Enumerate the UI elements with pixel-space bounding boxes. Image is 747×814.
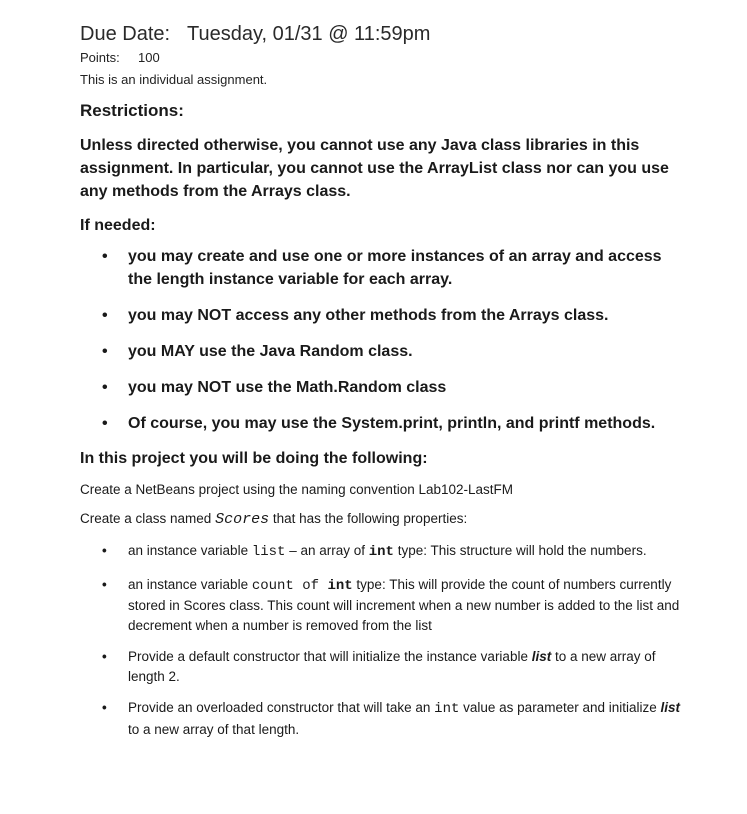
class-name-code: Scores [215,511,270,528]
list-item: • you MAY use the Java Random class. [80,340,680,363]
project-para-naming: Create a NetBeans project using the naming convention Lab102-LastFM [80,482,514,497]
list-item: • Provide an overloaded constructor that will take an int value as parameter and initialize list to a new array of that length. [102,700,681,737]
due-date-label: Due Date: [80,23,171,45]
emphasis-list: list [660,700,681,715]
restrictions-paragraph: Unless directed otherwise, you cannot use any Java class libraries in this assignment. In particular, you cannot use the ArrayList class nor can you use any methods from the Arrays class. [80,137,669,200]
code-count: count [251,577,294,594]
due-date-value: Tuesday, 01/31 @ 11:59pm [187,23,431,45]
restrictions-list [80,245,680,435]
project-heading: In this project you will be doing the following: [80,450,428,467]
properties-list [80,541,680,739]
list-item: • Provide a default constructor that will initialize the instance variable list to a new array of length 2. [102,649,656,684]
points-value: 100 [138,50,160,65]
bullet-icon: • [102,379,108,396]
bullet-icon: • [102,248,108,265]
list-item: • an instance variable count of int type: This will provide the count of numbers currently stored in Scores class. This count will increment when a new number is added to the list and decrement when a number is removed from the list [102,576,680,633]
due-date-line [80,20,680,48]
list-item: • you may NOT access any other methods from the Arrays class. [80,304,680,327]
list-item: • Of course, you may use the System.print, println, and printf methods. [80,412,680,435]
points-label: Points: [80,50,120,65]
code-int: int [327,577,353,594]
code-int: int [368,544,394,560]
points-line [80,50,680,66]
bullet-icon: • [102,543,107,558]
bullet-icon: • [102,307,108,324]
code-list: list [251,544,286,560]
bullet-icon: • [102,576,107,592]
emphasis-list: list [531,649,552,664]
bullet-icon: • [102,415,108,432]
list-item: • you may NOT use the Math.Random class [80,376,680,399]
if-needed-label: If needed: [80,217,156,234]
bullet-icon: • [102,343,108,360]
list-item: • you may create and use one or more instances of an array and access the length instance variable for each array. [80,245,680,291]
restrictions-heading: Restrictions: [80,101,184,120]
assignment-document [80,20,680,751]
list-item: • an instance variable list – an array of int type: This structure will hold the numbers. [102,543,647,560]
project-para-class: Create a class named Scores that has the following properties: [80,511,468,528]
bullet-icon: • [102,649,107,664]
code-int: int [434,701,460,717]
individual-note: This is an individual assignment. [80,72,268,87]
bullet-icon: • [102,700,107,715]
